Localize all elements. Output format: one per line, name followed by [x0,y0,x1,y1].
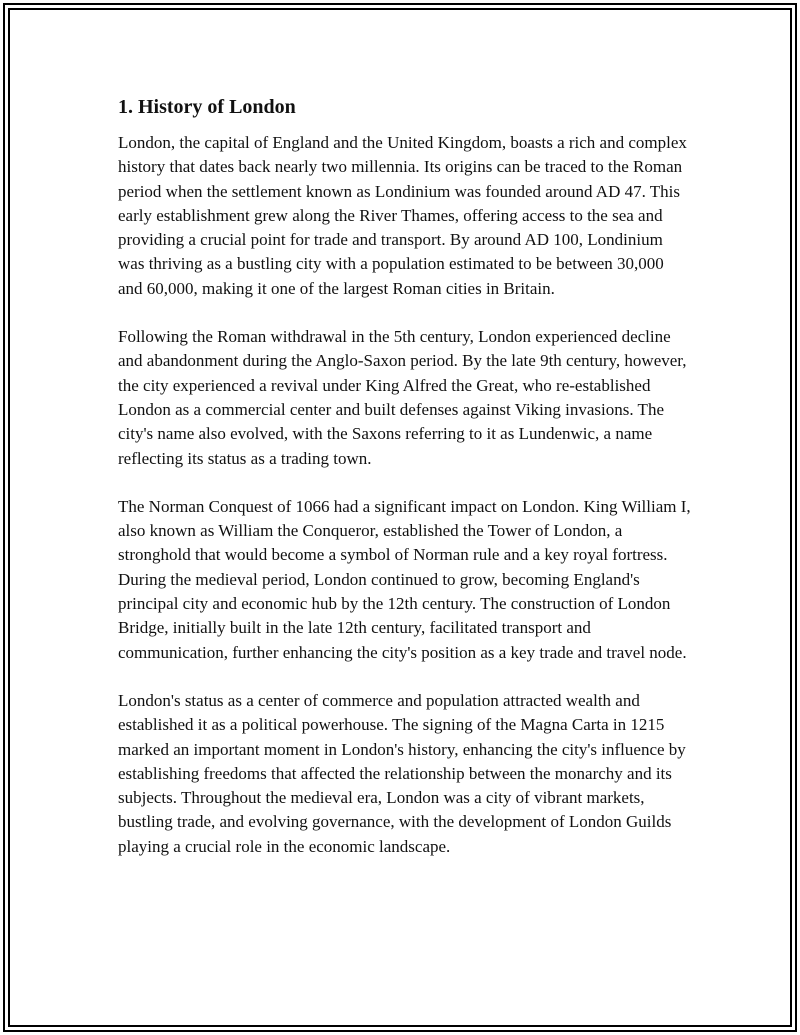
document-body [118,94,692,883]
paragraph-commerce-magna-carta: London's status as a center of commerce and population attracted wealth and established it as a political powerhouse. The signing of the Magna Carta in 1215 marked an important moment in London's history, enhancing the city's influence by establishing freedoms that affected the relationship between the monarchy and its subjects. Throughout the medieval era, London was a city of vibrant markets, bustling trade, and evolving governance, with the development of London Guilds playing a crucial role in the economic landscape. [118,690,686,856]
section-title: 1. History of London [118,96,296,118]
paragraph-roman-origins: London, the capital of England and the United Kingdom, boasts a rich and complex history that dates back nearly two millennia. Its origins can be traced to the Roman period when the settlement known as Londinium was founded around AD 47. This early establishment grew along the River Thames, offering access to the sea and providing a crucial point for trade and transport. By around AD 100, Londinium was thriving as a bustling city with a population estimated to be between 30,000 and 60,000, making it one of the largest Roman cities in Britain. [118,133,687,298]
paragraph-norman-conquest: The Norman Conquest of 1066 had a significant impact on London. King William I, also known as William the Conqueror, established the Tower of London, a stronghold that would become a symbol of Norman rule and a key royal fortress. During the medieval period, London continued to grow, becoming England's principal city and economic hub by the 12th century. The construction of London Bridge, initially built in the late 12th century, facilitated transport and communication, further enhancing the city's position as a key trade and travel node. [118,496,691,662]
paragraph-anglo-saxon: Following the Roman withdrawal in the 5th century, London experienced decline and abandonment during the Anglo-Saxon period. By the late 9th century, however, the city experienced a revival under King Alfred the Great, who re-established London as a commercial center and built defenses against Viking invasions. The city's name also evolved, with the Saxons referring to it as Lundenwic, a name reflecting its status as a trading town. [118,327,687,468]
